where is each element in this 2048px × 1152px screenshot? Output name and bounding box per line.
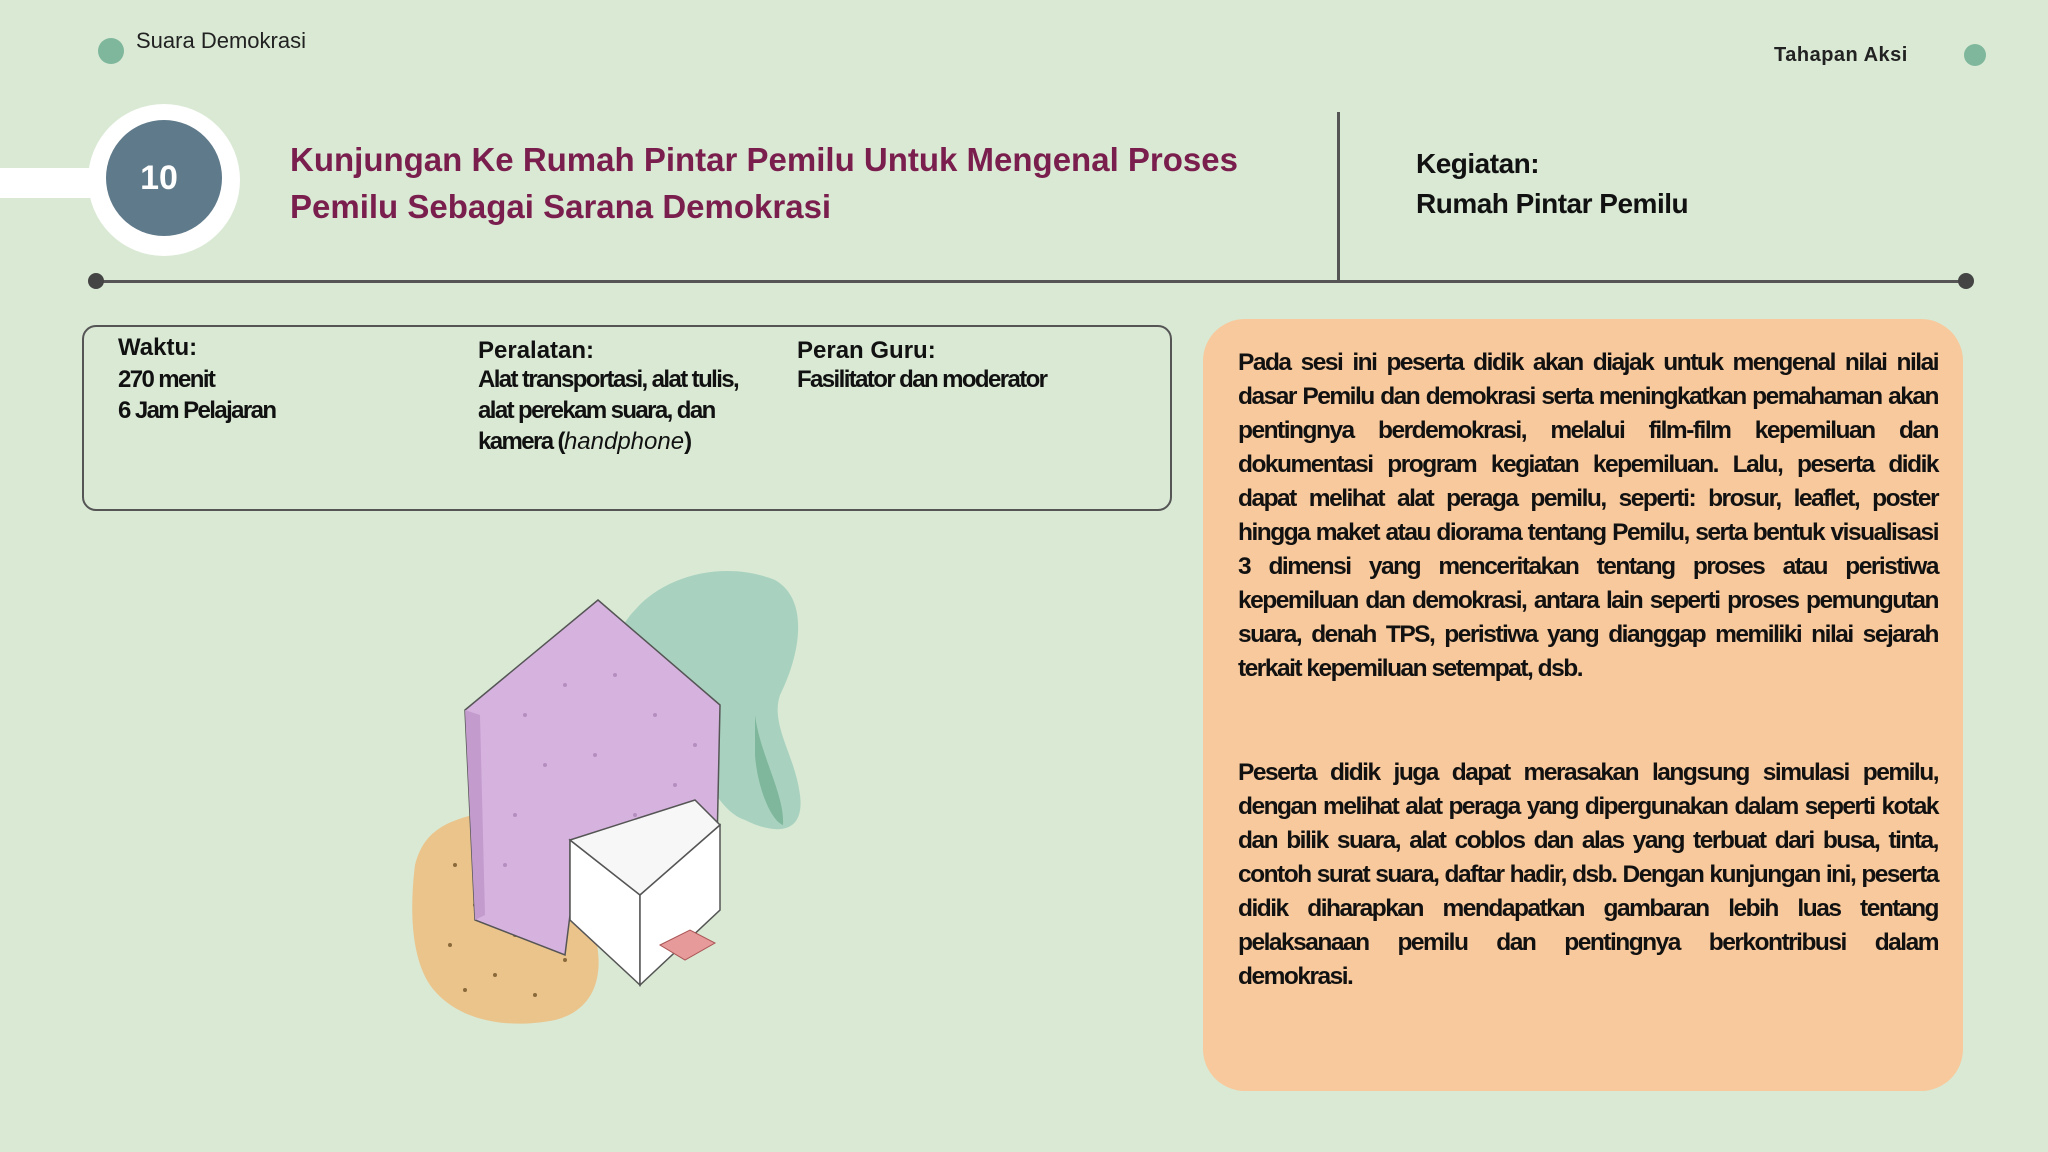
house-illustration (405, 565, 825, 1035)
equipment-italic: handphone (563, 428, 685, 455)
section-dot-icon (1964, 44, 1986, 66)
equipment-label: Peralatan: (478, 337, 595, 364)
horizontal-divider (96, 280, 1968, 283)
step-number-badge (106, 120, 222, 236)
equipment-value (478, 364, 778, 457)
brand-name: Suara Demokrasi (136, 28, 306, 53)
activity-label: Kegiatan: (1416, 148, 1540, 179)
page-title: Kunjungan Ke Rumah Pintar Pemilu Untuk Mengenal Proses Pemilu Sebagai Sarana Demokrasi (290, 141, 1238, 225)
teacher-role-value: Fasilitator dan moderator (797, 366, 1047, 393)
time-label: Waktu: (118, 334, 198, 361)
section-name: Tahapan Aksi (1774, 44, 1908, 66)
equipment-close: ) (684, 428, 691, 455)
brand-dot-icon (98, 38, 124, 64)
teacher-role-label: Peran Guru: (797, 337, 936, 364)
description-paragraph-1: Pada sesi ini peserta didik akan diajak untuk mengenal nilai nilai dasar Pemilu dan demokrasi serta meningkatkan pemahaman akan pentingnya berdemokrasi, melalui film-film kepemiluan dan dokumentasi program kegiatan kepemiluan. Lalu, peserta didik dapat melihat alat peraga pemilu, seperti: brosur, leaflet, poster hingga maket atau diorama tentang Pemilu, serta bentuk visualisasi 3 dimensi yang menceritakan tentang proses atau peristiwa kepemiluan dan demokrasi, antara lain seperti proses pemungutan suara, denah TPS, peristiwa yang dianggap memiliki nilai sejarah terkait kepemiluan setempat, dsb. (1238, 349, 1938, 682)
time-value-lessons: 6 Jam Pelajaran (118, 397, 276, 424)
equipment-text: Alat transportasi, alat tulis, alat perekam suara, dan kamera ( (478, 366, 739, 455)
time-value-minutes: 270 menit (118, 366, 215, 393)
divider-end-dot-icon (1958, 273, 1974, 289)
step-number: 10 (140, 159, 178, 197)
divider-end-dot-icon (88, 273, 104, 289)
vertical-divider (1337, 112, 1340, 282)
description-paragraph-2: Peserta didik juga dapat merasakan langsung simulasi pemilu, dengan melihat alat peraga yang dipergunakan dalam seperti kotak dan bilik suara, alat coblos dan alas yang terbuat dari busa, tinta, contoh surat suara, daftar hadir, dsb. Dengan kunjungan ini, peserta didik diharapkan mendapatkan gambaran lebih luas tentang pelaksanaan pemilu dan pentingnya berkontribusi dalam demokrasi. (1238, 759, 1938, 990)
activity-value: Rumah Pintar Pemilu (1416, 188, 1689, 219)
